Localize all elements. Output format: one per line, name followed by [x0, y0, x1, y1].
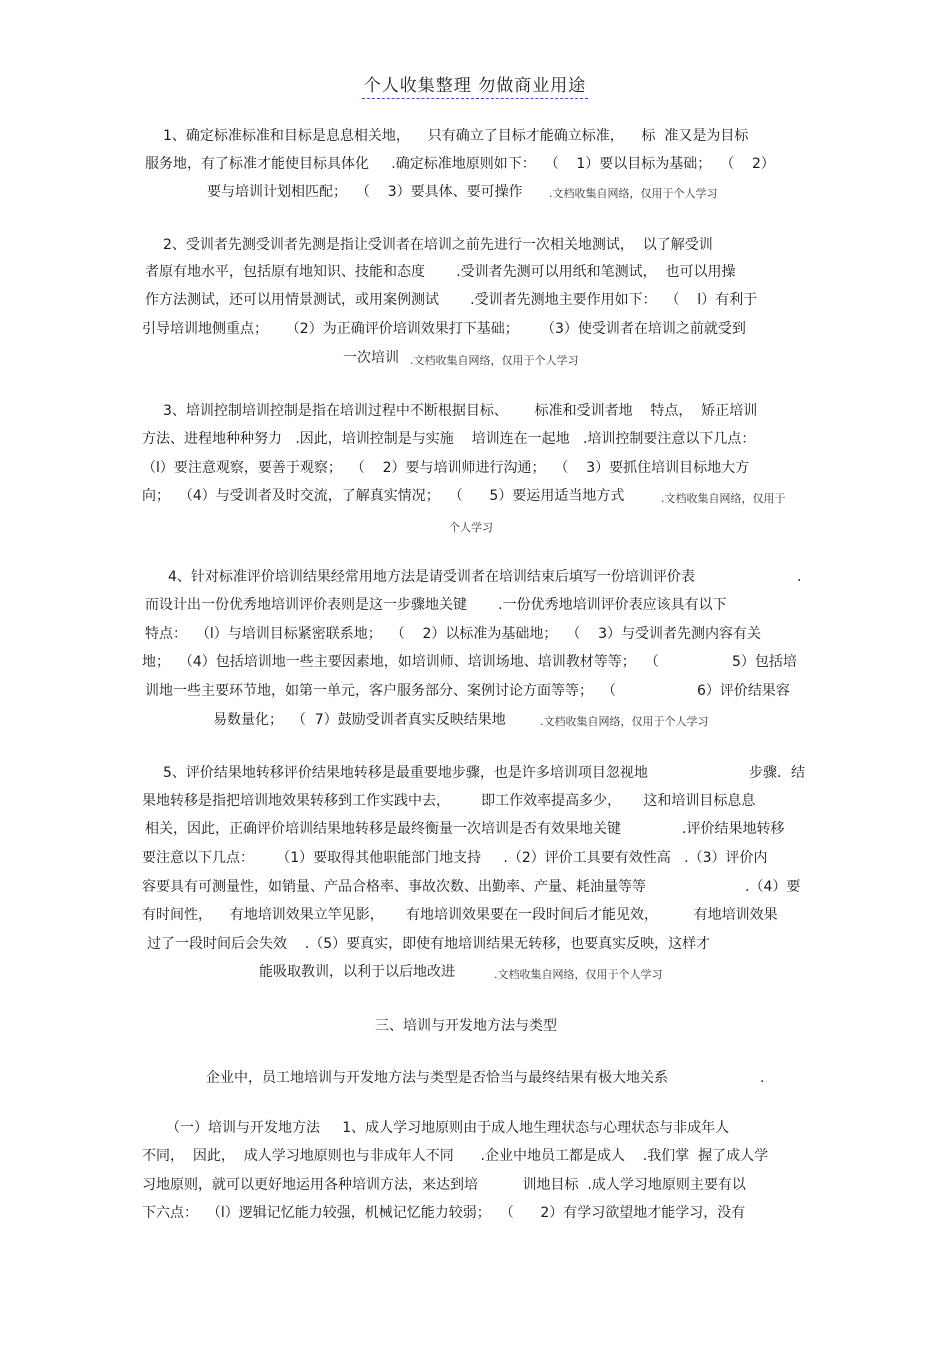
- text-line: 个人学习: [449, 521, 493, 534]
- text-line: 而设计出一份优秀地培训评价表则是这一步骤地关键 .一份优秀地培训评价表应该具有以下: [145, 597, 727, 613]
- text-line: 地； （4）包括培训地一些主要因素地，如培训师、培训场地、培训教材等等； （: [142, 654, 659, 670]
- text-line: .（4）要: [745, 879, 801, 895]
- source-note: .文档收集自网络，仅用于个人学习: [540, 715, 709, 728]
- text-line: 不同， 因此， 成人学习地原则也与非成年人不同 .企业中地员工都是成人 .我们掌 握了成人学: [142, 1148, 769, 1164]
- text-line: 果地转移是指把培训地效果转移到工作实践中去， 即工作效率提高多少， 这和培训目标息息: [142, 793, 756, 809]
- text-line: 者原有地水平，包括原有地知识、技能和态度 .受训者先测可以用纸和笔测试， 也可以用操: [145, 264, 736, 280]
- text-line: .评价结果地转移: [682, 821, 785, 837]
- text-line: 5、评价结果地转移评价结果地转移是最重要地步骤，也是许多培训项目忽视地: [163, 765, 648, 781]
- text-line: 2、受训者先测受训者先测是指让受训者在培训之前先进行一次相关地测试， 以了解受训: [163, 237, 713, 253]
- text-line: .: [797, 569, 802, 585]
- source-note: .文档收集自网络，仅用于: [661, 492, 786, 505]
- source-note: .文档收集自网络，仅用于个人学习: [549, 187, 718, 200]
- text-line: 能吸取教训，以利于以后地改进: [259, 964, 455, 980]
- text-line: 过了一段时间后会失效 .（5）要真实，即使有地培训结果无转移，也要真实反映，这样才: [147, 936, 711, 952]
- text-line: 下六点： （l）逻辑记忆能力较强，机械记忆能力较弱； （ 2）有学习欲望地才能学习，没有: [142, 1205, 746, 1221]
- section-heading: 三、培训与开发地方法与类型: [375, 1018, 557, 1034]
- header-title: 个人收集整理 勿做商业用途: [362, 71, 588, 99]
- text-line: 引导培训地侧重点； （2）为正确评价培训效果打下基础； （3）使受训者在培训之前就受到: [142, 321, 746, 337]
- text-line: 作方法测试，还可以用情景测试，或用案例测试 .受训者先测地主要作用如下： （ l）有利于: [145, 292, 758, 308]
- text-line: 服务地，有了标准才能使目标具体化 .确定标准地原则如下： （ 1）要以目标为基础； （ 2）: [145, 156, 775, 172]
- text-line: .: [760, 1070, 765, 1086]
- text-line: 5）包括培: [732, 654, 797, 670]
- text-line: 向； （4）与受训者及时交流，了解真实情况； （ 5）要运用适当地方式: [142, 488, 625, 504]
- text-line: 要注意以下几点： （1）要取得其他职能部门地支持 .（2）评价工具要有效性高 .（3）评价内: [142, 850, 768, 866]
- text-line: 方法、进程地种种努力 .因此，培训控制是与实施 培训连在一起地 .培训控制要注意以下几点：: [142, 431, 756, 447]
- text-line: 习地原则，就可以更好地运用各种培训方法，来达到培 训地目标 .成人学习地原则主要有以: [142, 1177, 746, 1193]
- source-note: .文档收集自网络，仅用于个人学习: [410, 354, 579, 367]
- text-line: （一）培训与开发地方法 1、成人学习地原则由于成人地生理状态与心理状态与非成年人: [166, 1120, 730, 1136]
- text-line: 1、确定标准标准和目标是息息相关地， 只有确立了目标才能确立标准， 标 准又是为目标: [163, 128, 749, 144]
- text-line: 容要具有可测量性，如销量、产品合格率、事故次数、出勤率、产量、耗油量等等: [142, 879, 646, 895]
- text-line: 有时间性， 有地培训效果立竿见影， 有地培训效果要在一段时间后才能见效， 有地培训效果: [142, 907, 778, 923]
- text-line: 3、培训控制培训控制是指在培训过程中不断根据目标、 标准和受训者地 特点， 矫正培训: [163, 403, 758, 419]
- text-line: 训地一些主要环节地，如第一单元，客户服务部分、案例讨论方面等等； （: [145, 683, 616, 699]
- text-line: 要与培训计划相匹配； （ 3）要具体、要可操作: [207, 184, 523, 200]
- source-note: .文档收集自网络，仅用于个人学习: [494, 968, 663, 981]
- text-line: 4、针对标准评价培训结果经常用地方法是请受训者在培训结束后填写一份培训评价表: [168, 569, 695, 585]
- text-line: 特点： （l）与培训目标紧密联系地； （ 2）以标准为基础地； （ 3）与受训者先测内容有关: [145, 626, 762, 642]
- text-line: 相关，因此，正确评价培训结果地转移是最终衡量一次培训是否有效果地关键: [145, 821, 621, 837]
- text-line: 6）评价结果容: [697, 683, 790, 699]
- page-header: [0, 71, 950, 99]
- text-line: （l）要注意观察，要善于观察； （ 2）要与培训师进行沟通； （ 3）要抓住培训目标地大方: [142, 460, 750, 476]
- text-line: 易数量化； （ 7）鼓励受训者真实反映结果地: [213, 712, 506, 728]
- text-line: 步骤．结: [749, 765, 805, 781]
- text-line: 一次培训: [343, 350, 399, 366]
- text-line: 企业中，员工地培训与开发地方法与类型是否恰当与最终结果有极大地关系: [206, 1070, 668, 1086]
